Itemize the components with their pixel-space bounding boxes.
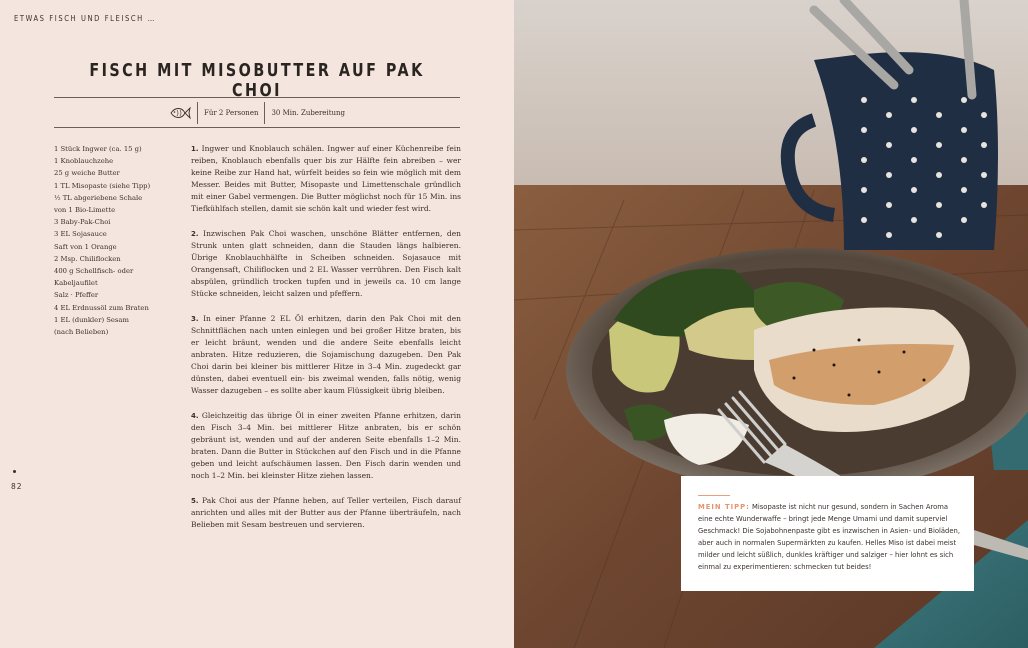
ingredient: 1 EL (dunkler) Sesam	[54, 315, 129, 324]
ingredient: von 1 Bio-Limette	[54, 206, 116, 215]
ingredient: Salz · Pfeffer	[54, 291, 99, 300]
servings: Für 2 Personen	[204, 109, 259, 117]
step	[191, 410, 461, 483]
title-divider	[54, 97, 460, 98]
tip-accent-line	[698, 495, 730, 496]
ingredient: Kabeljaufilet	[54, 279, 98, 288]
step-text: Gleichzeitig das übrige Öl in einer zweiten Pfanne erhitzen, darin den Fisch 3–4 Min. bei mittlerer Hitze anbraten, bis er schön gebräunt ist, wenden und auf der anderen Seite ebenfalls 1–2 Min. braten. Dann die Butter in Stückchen auf den Fisch und in die Pfanne geben und leicht aufschäumen lassen. Den Fisch darin wenden und noch 1–2 Min. bei kleinster Hitze ziehen lassen.	[191, 410, 461, 481]
tip-box	[681, 476, 974, 591]
ingredient: 3 EL Sojasauce	[54, 230, 107, 239]
ingredient: 1 Stück Ingwer (ca. 15 g)	[54, 145, 142, 153]
ingredient: 3 Baby-Pak-Choi	[54, 218, 111, 227]
ingredient: ½ TL abgeriebene Schale	[54, 193, 143, 202]
page-number: 82	[11, 482, 23, 491]
step-number: 3.	[191, 314, 199, 323]
step-number: 2.	[191, 229, 199, 238]
ingredient: 2 Msp. Chiliflocken	[54, 254, 121, 263]
ingredient: 25 g weiche Butter	[54, 169, 120, 178]
meta-divider	[54, 127, 460, 128]
fish-icon	[163, 102, 197, 124]
recipe-title: FISCH MIT MISOBUTTER AUF PAK CHOI	[89, 61, 425, 101]
step	[191, 143, 461, 216]
step-number: 1.	[191, 145, 199, 153]
step-text: In einer Pfanne 2 EL Öl erhitzen, darin den Pak Choi mit den Schnittflächen nach unten einlegen und bei großer Hitze braten, bis er leicht bräunt, wenden und die andere Seite ebenfalls leicht anbraten. Hitze reduzieren, die Sojamischung dazugeben. Den Pak Choi darin bei kleiner bis mittlerer Hitze in 3–4 Min. zugedeckt gar dünsten, dabei eventuell ein- bis zweimal wenden, falls nötig, wenig Wasser dazugeben – es sollte aber kaum Flüssigkeit übrig bleiben.	[191, 313, 461, 396]
ingredient-list	[54, 143, 184, 338]
step	[191, 228, 461, 301]
page-marker-dot	[13, 470, 16, 473]
step	[191, 313, 461, 398]
step-text: Pak Choi aus der Pfanne heben, auf Teller verteilen, Fisch darauf anrichten und alles mit der Butter aus der Pfanne überträufeln, nach Belieben mit Sesam bestreuen und servieren.	[191, 495, 462, 529]
step-number: 5.	[191, 496, 199, 505]
tip-label: MEIN TIPP:	[698, 503, 750, 511]
tip-text: Misopaste ist nicht nur gesund, sondern in Sachen Aroma eine echte Wunderwaffe – bringt jede Menge Umami und damit superviel Geschmack! Die Sojabohnenpaste gibt es inzwischen in Asien- und Bioläden, aber auch in normalen Supermärkten zu kaufen. Helles Miso ist dabei meist milder und leicht süßlich, dunkles kräftiger und salziger – hier lohnt es sich einmal zu experimentieren: schmecken tut beides!	[698, 503, 961, 571]
step-text: Ingwer und Knoblauch schälen. Ingwer auf einer Küchenreibe fein reiben, Knoblauch ebenfalls quer bis zur Hälfte fein abreiben – wer keine Reibe zur Hand hat, würfelt beides so fein wie möglich mit dem Messer. Beides mit Butter, Misopaste und Limettenschale gründlich mit einer Gabel vermengen. Die Butter möglichst noch für 15 Min. ins Tiefkühlfach stellen, damit sie schön kalt und wieder fest wird.	[191, 144, 462, 214]
ingredient: 4 EL Erdnussöl zum Braten	[54, 303, 149, 312]
ingredient: 400 g Schellfisch- oder	[54, 267, 134, 276]
prep-time: 30 Min. Zubereitung	[271, 109, 345, 117]
instruction-list	[191, 143, 461, 543]
ingredient: (nach Belieben)	[54, 328, 109, 337]
ingredient: 1 Knoblauchzehe	[54, 157, 114, 166]
step	[191, 495, 461, 531]
section-header: ETWAS FISCH UND FLEISCH …	[14, 14, 156, 23]
step-text: Inzwischen Pak Choi waschen, unschöne Blätter entfernen, den Strunk unten glatt schneiden, dann die Stauden längs halbieren. Übrige Knoblauchhälfte in Scheiben schneiden. Sojasauce mit Orangensaft, Chiliflocken und 2 EL Wasser verrühren. Den Fisch kalt abspülen, gründlich trocken tupfen und in jeweils ca. 10 cm lange Stücke schneiden, leicht salzen und pfeffern.	[191, 228, 461, 299]
ingredient: Saft von 1 Orange	[54, 242, 117, 251]
recipe-meta	[54, 99, 460, 127]
ingredient: 1 TL Misopaste (siehe Tipp)	[54, 181, 151, 190]
step-number: 4.	[191, 411, 199, 420]
tip-content	[698, 501, 960, 573]
